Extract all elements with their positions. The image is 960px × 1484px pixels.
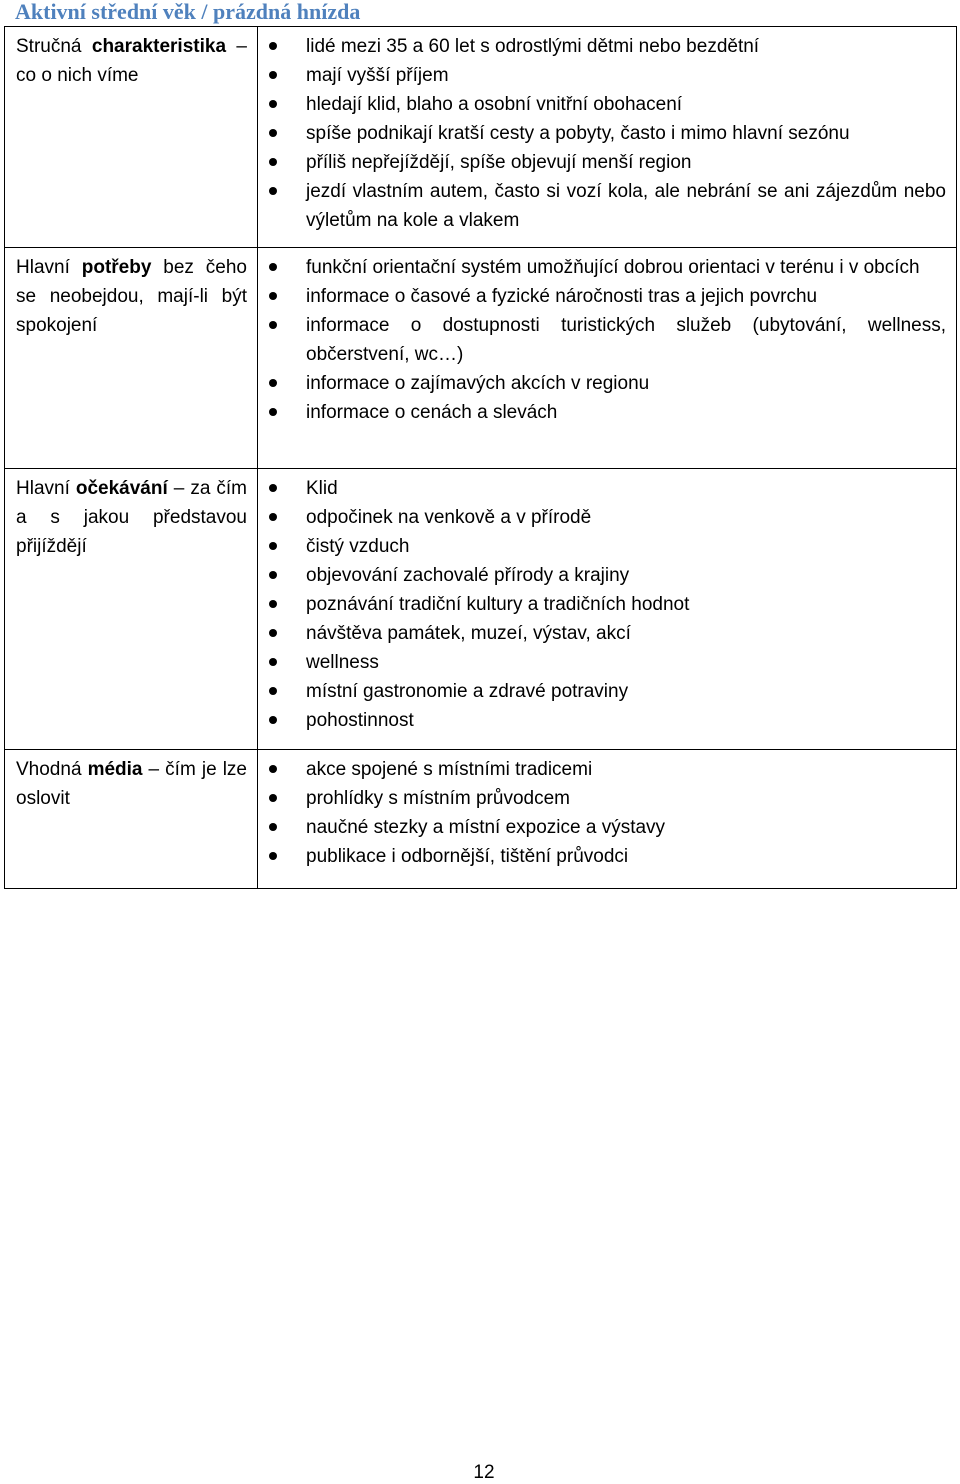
list-item [258,561,946,590]
bullet-icon [269,687,277,695]
list-item-text: hledají klid, blaho a osobní vnitřní obohacení [306,94,683,115]
row-label-prefix: Hlavní [16,478,76,499]
list-item [258,677,946,706]
list-item-text: wellness [306,652,379,673]
list-item [258,32,946,61]
list-item-text: naučné stezky a místní expozice a výstavy [306,817,666,838]
bullet-icon [269,484,277,492]
list-item [258,398,946,427]
row-label-keyword: očekávání [75,478,168,499]
bullet-icon [269,513,277,521]
table-row [5,248,957,469]
row-label-suffix: bez čeho se neobejdou, mají-li být spokojení [16,257,247,336]
bullet-icon [269,187,277,195]
bullet-icon [269,321,277,329]
list-item-text: čistý vzduch [306,536,410,557]
list-item-text: informace o zajímavých akcích v regionu [306,373,650,394]
row-label-cell [5,750,258,889]
bullet-icon [269,794,277,802]
row-label [16,474,247,561]
bullet-icon [269,716,277,724]
list-item [258,474,946,503]
list-item-text: mají vyšší příjem [306,65,449,86]
row-label-suffix: – co o nich víme [16,36,247,86]
row-label-suffix: – čím je lze oslovit [16,759,247,809]
list-item [258,90,946,119]
row-label-cell [5,248,258,469]
row-items-cell [258,248,957,469]
list-item [258,842,946,871]
list-item-text: lidé mezi 35 a 60 let s odrostlými dětmi nebo bezdětní [306,36,760,57]
bullet-icon [269,129,277,137]
row-label [16,755,247,813]
row-label-keyword: média [87,759,143,780]
list-item-text: poznávání tradiční kultury a tradičních hodnot [306,594,690,615]
row-items-cell [258,469,957,750]
list-item-text: spíše podnikají kratší cesty a pobyty, často i mimo hlavní sezónu [306,123,850,144]
list-item [258,755,946,784]
row-label-keyword: charakteristika [91,36,227,57]
list-item-text: publikace i odbornější, tištění průvodci [306,846,629,867]
row-label-prefix: Hlavní [16,257,82,278]
bullet-icon [269,379,277,387]
table-row [5,27,957,248]
list-item [258,590,946,619]
segment-profile-table [4,26,957,889]
row-label [16,32,247,90]
table-body [5,27,957,889]
bullet-icon [269,408,277,416]
row-label-prefix: Stručná [16,36,92,57]
list-item-text: Klid [306,478,338,499]
bullet-icon [269,292,277,300]
list-item [258,61,946,90]
bullet-list [258,253,946,427]
table-row [5,469,957,750]
list-item-text: informace o časové a fyzické náročnosti tras a jejich povrchu [306,286,818,307]
list-item-text: návštěva památek, muzeí, výstav, akcí [306,623,631,644]
bullet-icon [269,571,277,579]
bullet-icon [269,71,277,79]
section-heading: Aktivní střední věk / prázdná hnízda [15,0,361,24]
list-item [258,706,946,735]
bullet-icon [269,658,277,666]
list-item [258,119,946,148]
list-item [258,784,946,813]
list-item [258,311,946,369]
table-row [5,750,957,889]
list-item-text: prohlídky s místním průvodcem [306,788,570,809]
list-item [258,813,946,842]
list-item-text: akce spojené s místními tradicemi [306,759,593,780]
row-items-cell [258,27,957,248]
list-item [258,369,946,398]
list-item [258,253,946,282]
row-label [16,253,247,340]
list-item-text: objevování zachovalé přírody a krajiny [306,565,630,586]
row-label-cell [5,27,258,248]
list-item [258,503,946,532]
row-label-suffix: – za čím a s jakou představou přijíždějí [16,478,247,557]
bullet-icon [269,100,277,108]
bullet-icon [269,629,277,637]
row-label-cell [5,469,258,750]
list-item [258,148,946,177]
list-item [258,619,946,648]
row-label-prefix: Vhodná [16,759,88,780]
list-item-text: místní gastronomie a zdravé potraviny [306,681,629,702]
list-item-text: funkční orientační systém umožňující dobrou orientaci v terénu i v obcích [306,257,920,278]
bullet-icon [269,42,277,50]
list-item-text: odpočinek na venkově a v přírodě [306,507,592,528]
bullet-list [258,755,946,871]
list-item [258,177,946,235]
bullet-icon [269,263,277,271]
bullet-icon [269,158,277,166]
bullet-list [258,32,946,235]
row-items-cell [258,750,957,889]
list-item-text: informace o cenách a slevách [306,402,558,423]
row-label-keyword: potřeby [81,257,152,278]
list-item-text: pohostinnost [306,710,414,731]
list-item [258,532,946,561]
bullet-icon [269,823,277,831]
page-number: 12 [473,1462,495,1483]
list-item-text: jezdí vlastním autem, často si vozí kola, ale nebrání se ani zájezdům nebo výletům na kole a vlakem [306,181,946,231]
list-item [258,282,946,311]
bullet-icon [269,542,277,550]
bullet-icon [269,852,277,860]
bullet-icon [269,600,277,608]
list-item [258,648,946,677]
list-item-text: příliš nepřejíždějí, spíše objevují menší region [306,152,692,173]
list-item-text: informace o dostupnosti turistických služeb (ubytování, wellness, občerstvení, wc…) [306,315,946,365]
bullet-icon [269,765,277,773]
bullet-list [258,474,946,735]
